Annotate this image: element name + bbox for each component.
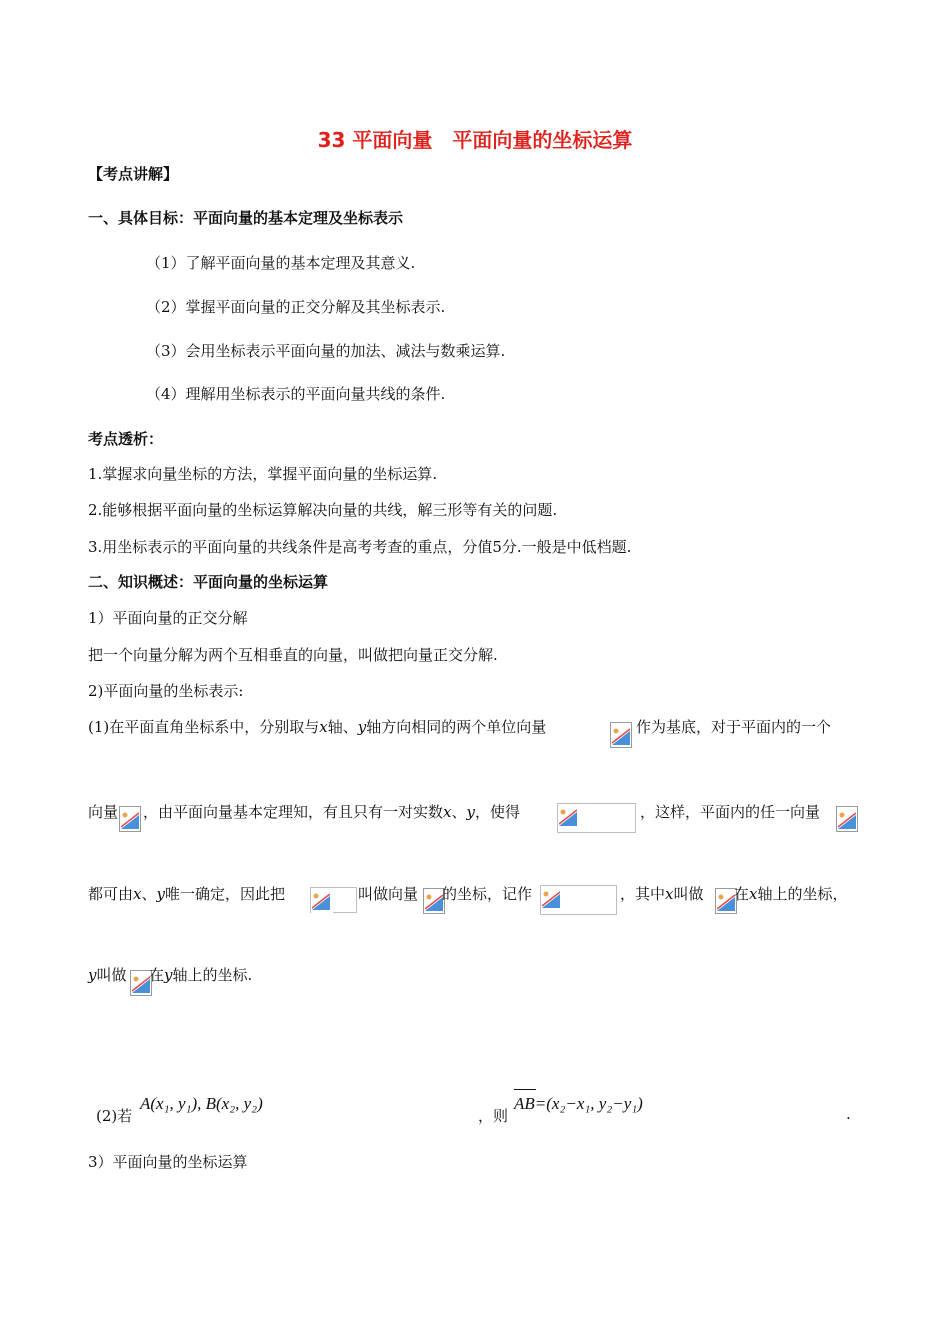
broken-image-icon	[836, 806, 858, 832]
analysis-item-3: 3.用坐标表示的平面向量的共线条件是高考考查的重点，分值5分.一般是中低档题.	[88, 538, 632, 556]
formula-image-placeholder	[557, 803, 636, 833]
page-title: 33 平面向量 平面向量的坐标运算	[317, 128, 633, 152]
coord-line-3g: 在x轴上的坐标，	[734, 885, 848, 903]
coord-line-3e: ，其中x叫做	[620, 885, 704, 903]
formula-points-AB: A(x₁, y₁), B(x₂, y₂)	[140, 1094, 263, 1113]
broken-image-icon	[610, 722, 632, 748]
coord-line-5-end: .	[846, 1105, 851, 1123]
sub1-title: 1）平面向量的正交分解	[88, 609, 248, 627]
sub2-title: 2)平面向量的坐标表示:	[88, 682, 244, 700]
coord-line-2b: ，由平面向量基本定理知，有且只有一对实数x、y，使得	[143, 803, 520, 821]
coord-line-3d: 的坐标，记作	[442, 885, 533, 903]
analysis-item-2: 2.能够根据平面向量的坐标运算解决向量的共线，解三形等有关的问题.	[88, 501, 558, 519]
sub1-text: 把一个向量分解为两个互相垂直的向量，叫做把向量正交分解.	[88, 646, 498, 664]
formula-vector-AB: AB=(x₂−x₁, y₂−y₁)	[514, 1094, 643, 1113]
part1-heading: 一、具体目标：平面向量的基本定理及坐标表示	[88, 209, 404, 227]
goal-item-4: （4）理解用坐标表示的平面向量共线的条件.	[146, 385, 446, 403]
coord-line-4a: y叫做	[88, 966, 127, 984]
coord-line-2a: 向量	[88, 803, 119, 821]
analysis-item-1: 1.掌握求向量坐标的方法，掌握平面向量的坐标运算.	[88, 465, 438, 483]
coord-line-4b: 在y轴上的坐标.	[149, 966, 253, 984]
coord-line-3c: 叫做向量	[358, 885, 419, 903]
formula-image-placeholder	[540, 885, 617, 915]
coord-line-3a: 都可由x、y唯一确定，因此把	[88, 885, 285, 903]
coord-line-5a: (2)若	[96, 1107, 133, 1125]
goal-item-2: （2）掌握平面向量的正交分解及其坐标表示.	[146, 298, 446, 316]
part2-heading: 二、知识概述：平面向量的坐标运算	[88, 573, 329, 591]
sub3-title: 3）平面向量的坐标运算	[88, 1153, 248, 1171]
goal-item-1: （1）了解平面向量的基本定理及其意义.	[146, 254, 416, 272]
coord-line-5b: ，则	[478, 1107, 509, 1125]
coord-line-1: (1)在平面直角坐标系中，分别取与x轴、y轴方向相同的两个单位向量	[88, 718, 547, 736]
goal-item-3: （3）会用坐标表示平面向量的加法、减法与数乘运算.	[146, 342, 506, 360]
section-header: 【考点讲解】	[88, 165, 179, 183]
analysis-heading: 考点透析：	[88, 430, 164, 448]
formula-image-placeholder	[310, 887, 357, 913]
broken-image-icon	[119, 806, 141, 832]
coord-line-1-end: 作为基底，对于平面内的一个	[636, 718, 832, 736]
coord-line-2d: ，这样，平面内的任一向量	[640, 803, 821, 821]
vector-overline	[514, 1089, 536, 1090]
